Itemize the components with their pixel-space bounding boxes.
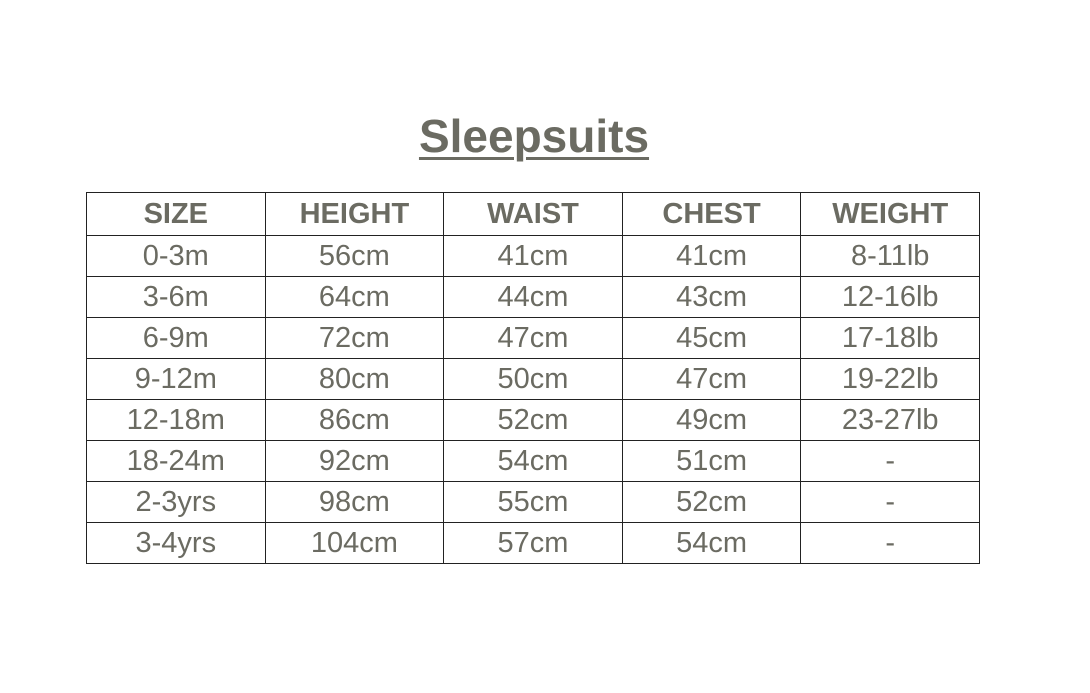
table-header-row xyxy=(87,193,980,236)
table-cell-waist: 47cm xyxy=(444,318,623,359)
table-row xyxy=(87,523,980,564)
table-cell-weight: - xyxy=(801,441,980,482)
column-header-waist: WAIST xyxy=(444,193,623,236)
table-row xyxy=(87,482,980,523)
table-cell-weight: 17-18lb xyxy=(801,318,980,359)
table-row xyxy=(87,441,980,482)
table-cell-chest: 51cm xyxy=(622,441,801,482)
table-cell-size: 3-6m xyxy=(87,277,266,318)
table-cell-chest: 43cm xyxy=(622,277,801,318)
table-cell-waist: 54cm xyxy=(444,441,623,482)
table-cell-height: 80cm xyxy=(265,359,444,400)
page-title: Sleepsuits xyxy=(418,110,650,162)
table-cell-height: 98cm xyxy=(265,482,444,523)
column-header-chest: CHEST xyxy=(622,193,801,236)
table-cell-chest: 45cm xyxy=(622,318,801,359)
table-cell-waist: 44cm xyxy=(444,277,623,318)
table-cell-weight: 19-22lb xyxy=(801,359,980,400)
table-cell-height: 64cm xyxy=(265,277,444,318)
size-chart-table xyxy=(86,192,980,564)
table-body xyxy=(87,236,980,564)
table-cell-weight: - xyxy=(801,482,980,523)
table-cell-height: 86cm xyxy=(265,400,444,441)
table-cell-chest: 54cm xyxy=(622,523,801,564)
table-cell-size: 9-12m xyxy=(87,359,266,400)
table-row xyxy=(87,400,980,441)
table-cell-waist: 50cm xyxy=(444,359,623,400)
table-cell-height: 72cm xyxy=(265,318,444,359)
table-cell-size: 2-3yrs xyxy=(87,482,266,523)
table-cell-chest: 41cm xyxy=(622,236,801,277)
table-cell-chest: 49cm xyxy=(622,400,801,441)
table-row xyxy=(87,359,980,400)
table-cell-waist: 41cm xyxy=(444,236,623,277)
table-cell-height: 92cm xyxy=(265,441,444,482)
column-header-weight: WEIGHT xyxy=(801,193,980,236)
table-cell-weight: - xyxy=(801,523,980,564)
table-cell-waist: 57cm xyxy=(444,523,623,564)
table-cell-size: 6-9m xyxy=(87,318,266,359)
table-row xyxy=(87,236,980,277)
table-cell-waist: 52cm xyxy=(444,400,623,441)
table-cell-size: 18-24m xyxy=(87,441,266,482)
column-header-height: HEIGHT xyxy=(265,193,444,236)
table-cell-size: 3-4yrs xyxy=(87,523,266,564)
table-cell-height: 104cm xyxy=(265,523,444,564)
table-row xyxy=(87,318,980,359)
table-cell-chest: 47cm xyxy=(622,359,801,400)
table-row xyxy=(87,277,980,318)
table-cell-size: 12-18m xyxy=(87,400,266,441)
table-cell-weight: 8-11lb xyxy=(801,236,980,277)
table-cell-chest: 52cm xyxy=(622,482,801,523)
table-cell-weight: 12-16lb xyxy=(801,277,980,318)
table-cell-size: 0-3m xyxy=(87,236,266,277)
table-cell-weight: 23-27lb xyxy=(801,400,980,441)
table-cell-waist: 55cm xyxy=(444,482,623,523)
column-header-size: SIZE xyxy=(87,193,266,236)
table-cell-height: 56cm xyxy=(265,236,444,277)
